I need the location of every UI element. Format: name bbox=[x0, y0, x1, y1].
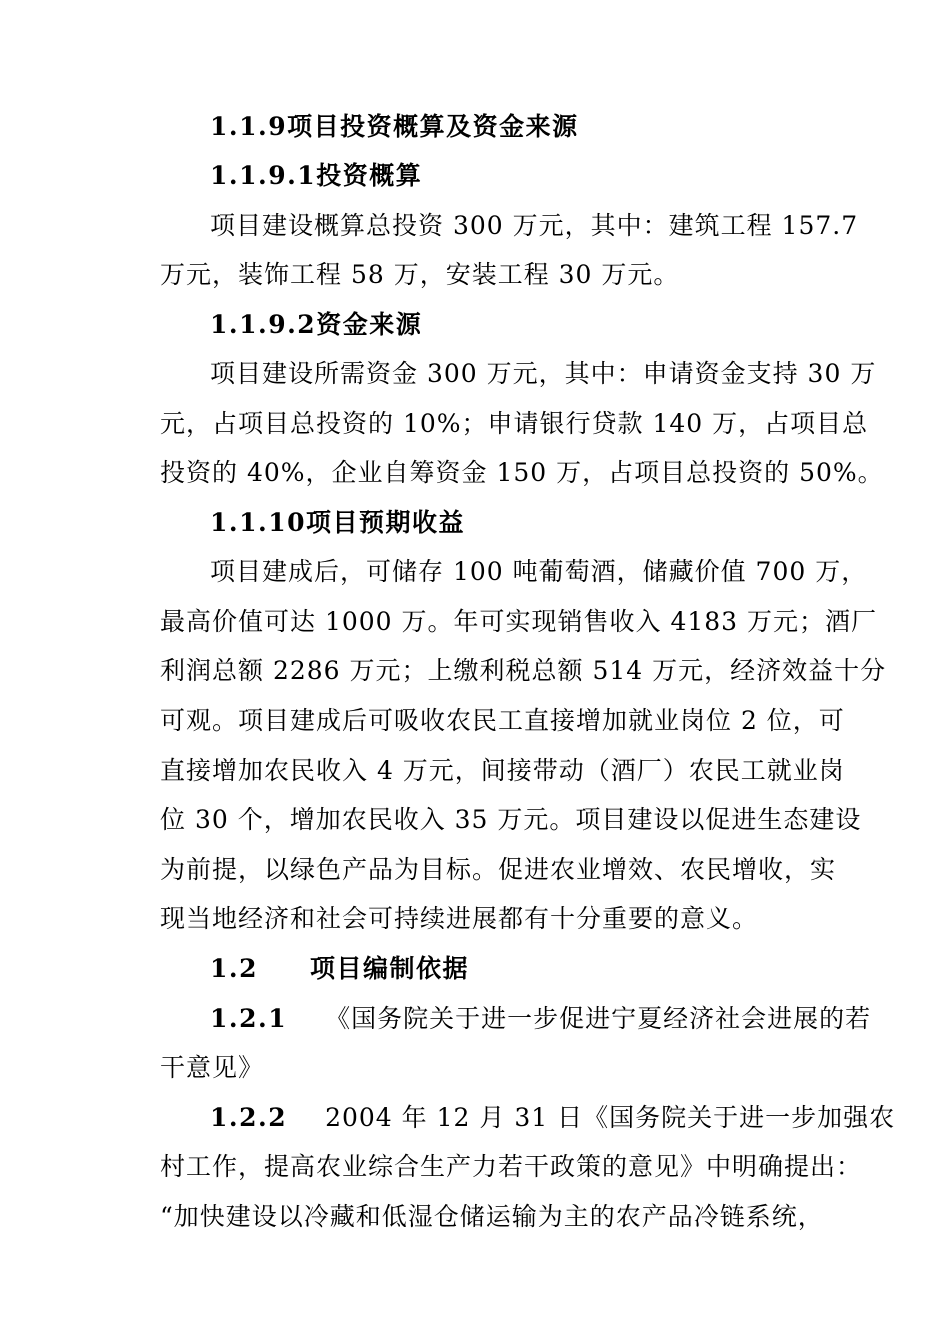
paragraph-line: 可观。项目建成后可吸收农民工直接增加就业岗位 2 位，可 bbox=[160, 706, 845, 735]
paragraph-line: 万元，装饰工程 58 万，安装工程 30 万元。 bbox=[160, 260, 680, 289]
item-text: 《国务院关于进一步促进宁夏经济社会进展的若 bbox=[325, 1004, 872, 1033]
paragraph-line: 干意见》 bbox=[160, 1053, 265, 1082]
paragraph-line: 村工作，提高农业综合生产力若干政策的意见》中明确提出： bbox=[160, 1152, 863, 1181]
section-heading-1-1-10: 1.1.10项目预期收益 bbox=[210, 508, 465, 537]
section-heading-1-1-9-2: 1.1.9.2资金来源 bbox=[210, 310, 423, 339]
section-number: 1.2 bbox=[210, 954, 258, 983]
paragraph-line: 最高价值可达 1000 万。年可实现销售收入 4183 万元；酒厂 bbox=[160, 607, 878, 636]
paragraph-line: 投资的 40%，企业自筹资金 150 万，占项目总投资的 50%。 bbox=[160, 458, 884, 487]
section-heading-1-1-9: 1.1.9项目投资概算及资金来源 bbox=[210, 112, 579, 141]
paragraph-line: 为前提，以绿色产品为目标。促进农业增效、农民增收，实 bbox=[160, 855, 837, 884]
paragraph-line: 位 30 个，增加农民收入 35 万元。项目建设以促进生态建设 bbox=[160, 805, 862, 834]
paragraph-line: 项目建设概算总投资 300 万元，其中：建筑工程 157.7 bbox=[210, 211, 859, 240]
item-text: 2004 年 12 月 31 日《国务院关于进一步加强农 bbox=[325, 1103, 896, 1132]
paragraph-line: 项目建设所需资金 300 万元，其中：申请资金支持 30 万 bbox=[210, 359, 877, 388]
paragraph-line: 现当地经济和社会可持续进展都有十分重要的意义。 bbox=[160, 904, 759, 933]
item-number: 1.2.2 bbox=[210, 1103, 288, 1132]
paragraph-line: 直接增加农民收入 4 万元，间接带动（酒厂）农民工就业岗 bbox=[160, 756, 845, 785]
item-number: 1.2.1 bbox=[210, 1004, 288, 1033]
section-heading-1-1-9-1: 1.1.9.1投资概算 bbox=[210, 161, 423, 190]
paragraph-line: 元，占项目总投资的 10%；申请银行贷款 140 万，占项目总 bbox=[160, 409, 869, 438]
item-1-2-2-line bbox=[210, 1103, 895, 1133]
paragraph-line: 项目建成后，可储存 100 吨葡萄酒，储藏价值 700 万， bbox=[210, 557, 868, 586]
section-heading-1-2 bbox=[210, 954, 469, 984]
paragraph-line: “加快建设以冷藏和低湿仓储运输为主的农产品冷链系统， bbox=[160, 1202, 824, 1231]
section-title: 项目编制依据 bbox=[310, 954, 470, 983]
item-1-2-1-line bbox=[210, 1004, 871, 1034]
paragraph-line: 利润总额 2286 万元；上缴利税总额 514 万元，经济效益十分 bbox=[160, 656, 887, 685]
